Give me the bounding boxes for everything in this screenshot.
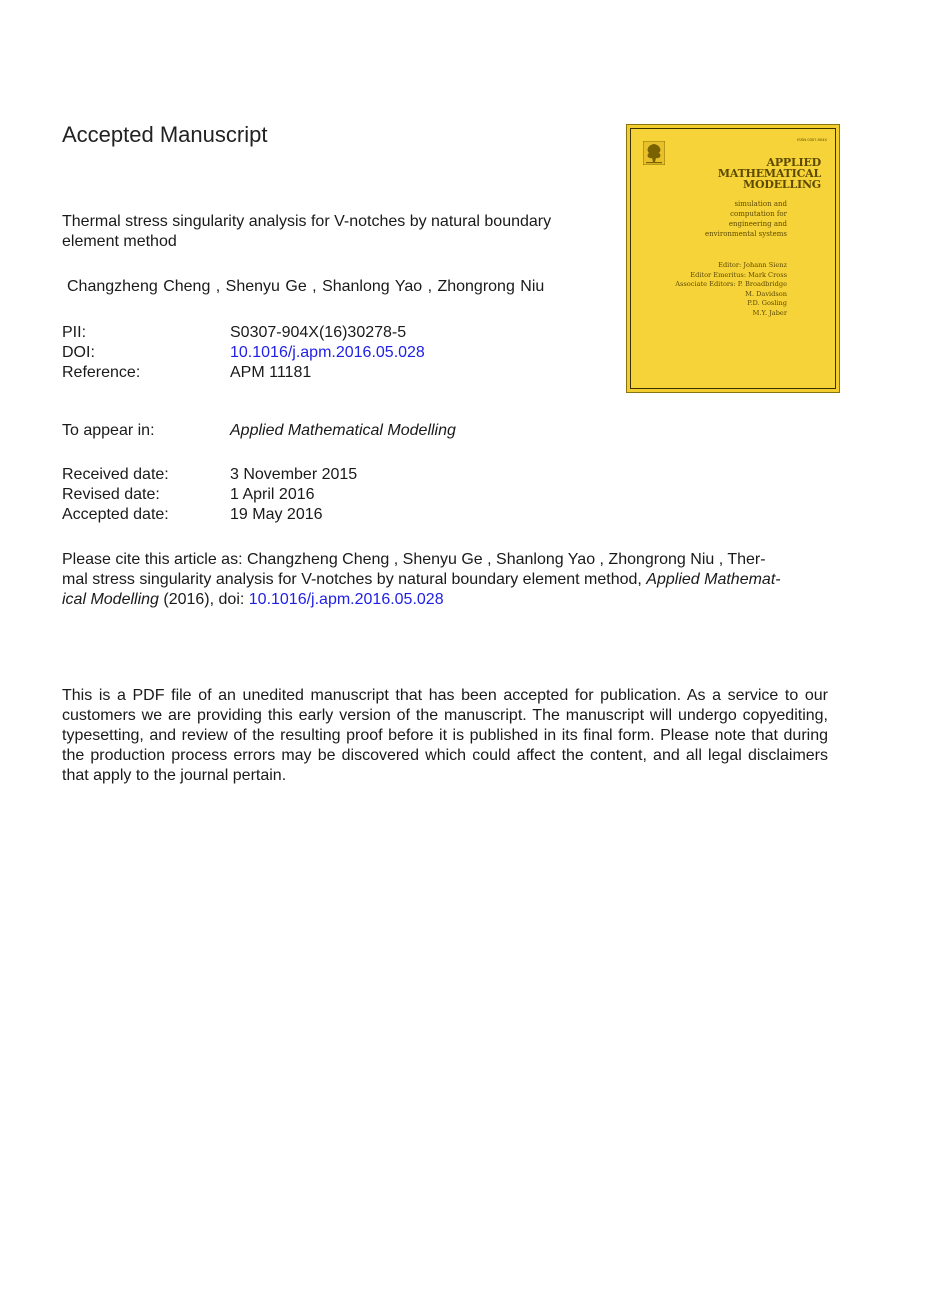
cover-journal-title <box>718 157 821 190</box>
page-heading: Accepted Manuscript <box>62 122 268 147</box>
received-label: Received date: <box>62 466 169 483</box>
citation-block <box>62 550 828 610</box>
citation-journal: Applied Mathemat- <box>646 571 781 588</box>
cover-editor-line: Editor: Johann Sienz <box>718 261 787 269</box>
journal-name: Applied Mathematical Modelling <box>230 422 456 439</box>
cover-frame <box>630 128 836 389</box>
citation-doi-link[interactable]: 10.1016/j.apm.2016.05.028 <box>248 591 444 608</box>
reference-label: Reference: <box>62 364 141 381</box>
appear-label: To appear in: <box>62 422 155 439</box>
citation-line-1: Please cite this article as: Changzheng Cheng , Shenyu Ge , Shanlong Yao , Zhongrong Niu , Ther- <box>62 551 766 568</box>
cover-title-line-2: MATHEMATICAL <box>717 167 821 180</box>
cover-subtitle-line: engineering and <box>728 220 787 228</box>
cover-title-line-1: APPLIED <box>766 156 821 169</box>
reference-value: APM 11181 <box>230 364 312 381</box>
cover-subtitle-line: environmental systems <box>705 230 787 238</box>
journal-cover <box>626 124 840 393</box>
cover-editors <box>675 261 787 318</box>
cover-subtitle-line: computation for <box>730 210 787 218</box>
elsevier-tree-icon <box>643 141 665 165</box>
citation-year: (2016), doi: <box>158 591 249 608</box>
cover-editor-line: Associate Editors: P. Broadbridge <box>675 280 787 288</box>
citation-line-3 <box>62 590 828 610</box>
revised-date: 1 April 2016 <box>230 486 315 503</box>
received-date: 3 November 2015 <box>230 466 358 483</box>
accepted-date: 19 May 2016 <box>230 506 323 523</box>
accepted-label: Accepted date: <box>62 506 169 523</box>
author-list: Changzheng Cheng , Shenyu Ge , Shanlong Yao , Zhongrong Niu <box>67 278 545 295</box>
cover-title-line-3: MODELLING <box>743 178 821 191</box>
citation-text: mal stress singularity analysis for V-notches by natural boundary element method, <box>62 571 647 588</box>
cover-editor-line: P.D. Gosling <box>747 299 787 307</box>
pii-label: PII: <box>62 324 87 341</box>
cover-subtitle <box>705 199 787 239</box>
cover-editor-line: Editor Emeritus: Mark Cross <box>690 270 787 279</box>
manuscript-notice: This is a PDF file of an unedited manuscript that has been accepted for publication. As a service to our customers we are providing this early version of the manuscript. The manuscript will undergo copyediting, typesetting, and review of the resulting proof before it is published in its final form. Please note that during the production process errors may be discovered which could affect the content, and all legal disclaimers that apply to the journal pertain. <box>62 687 828 784</box>
pii-value: S0307-904X(16)30278-5 <box>230 324 407 341</box>
article-title: Thermal stress singularity analysis for V-notches by natural boundary element method <box>62 213 552 250</box>
revised-label: Revised date: <box>62 486 160 503</box>
cover-issn: ISSN 0307-904X <box>796 137 827 142</box>
citation-journal-cont: ical Modelling <box>62 591 159 608</box>
doi-link[interactable]: 10.1016/j.apm.2016.05.028 <box>230 344 425 361</box>
cover-editor-line: M.Y. Jaber <box>752 308 787 317</box>
doi-label: DOI: <box>62 344 95 361</box>
cover-subtitle-line: simulation and <box>734 200 787 208</box>
cover-editor-line: M. Davidson <box>745 289 787 298</box>
citation-line-2 <box>62 570 828 590</box>
